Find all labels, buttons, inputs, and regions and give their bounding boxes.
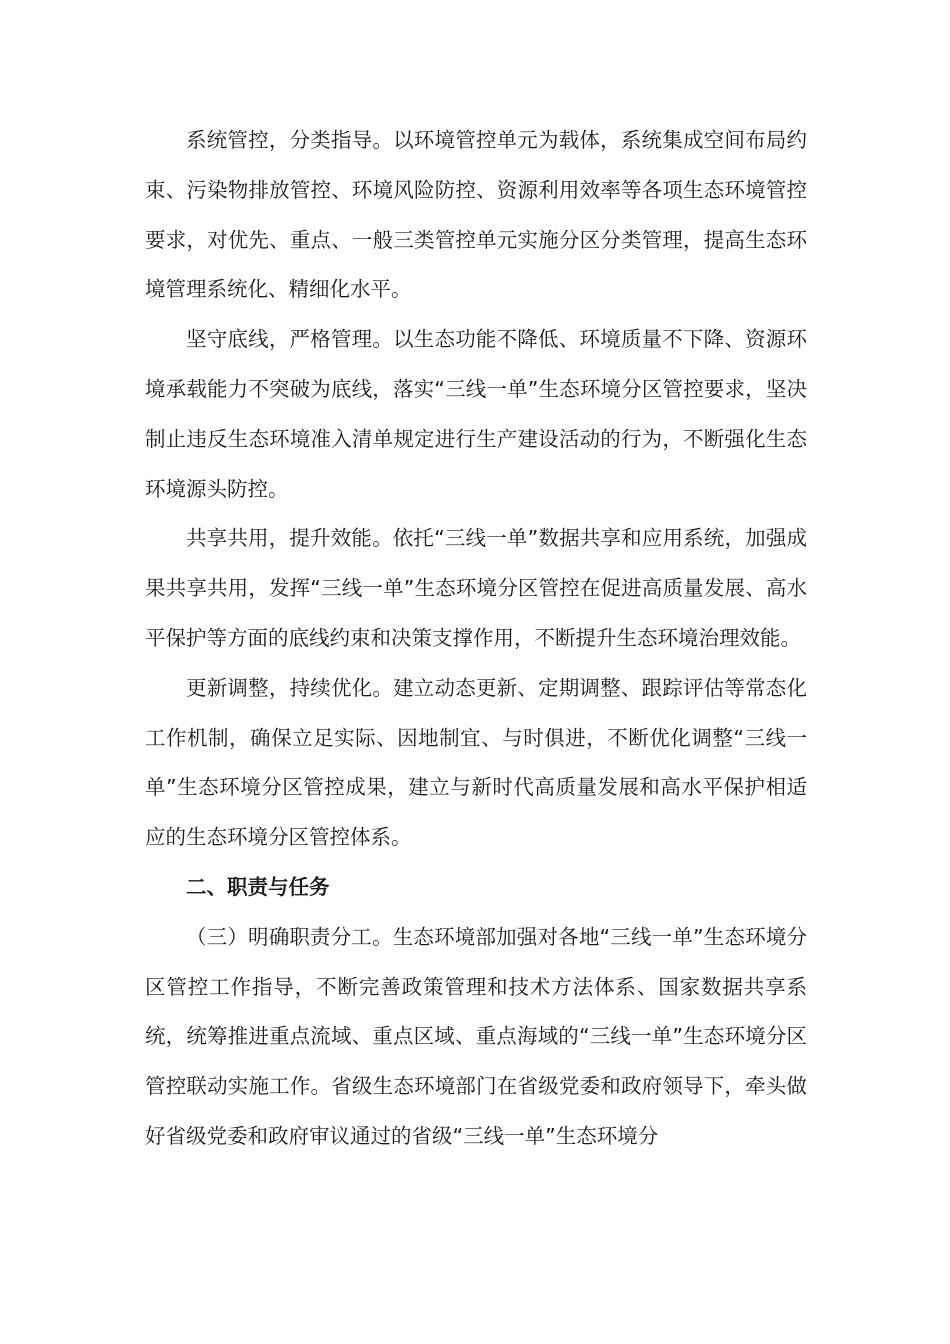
section-heading: 二、职责与任务: [186, 874, 330, 899]
paragraph-system-control: 系统管控，分类指导。以环境管控单元为载体，系统集成空间布局约束、污染物排放管控、环境风险防控、资源利用效率等各项生态环境管控要求，对优先、重点、一般三类管控单元实施分区分类管理，提高生态环境管理系统化、精细化水平。: [145, 128, 807, 302]
paragraph-responsibilities: （三）明确职责分工。生态环境部加强对各地“三线一单”生态环境分区管控工作指导，不断完善政策管理和技术方法体系、国家数据共享系统，统筹推进重点流域、重点区域、重点海域的“三线一单”生态环境分区管控联动实施工作。省级生态环境部门在省级党委和政府领导下，牵头做好省级党委和政府审议通过的省级“三线一单”生态环境分: [145, 924, 807, 1148]
paragraph-update-adjust: 更新调整，持续优化。建立动态更新、定期调整、跟踪评估等常态化工作机制，确保立足实际、因地制宜、与时俱进，不断优化调整“三线一单”生态环境分区管控成果，建立与新时代高质量发展和高水平保护相适应的生态环境分区管控体系。: [145, 675, 807, 850]
document-body: [145, 116, 807, 1162]
paragraph-bottom-line: 坚守底线，严格管理。以生态功能不降低、环境质量不下降、资源环境承载能力不突破为底线，落实“三线一单”生态环境分区管控要求，坚决制止违反生态环境准入清单规定进行生产建设活动的行为，不断强化生态环境源头防控。: [145, 327, 807, 501]
paragraph-sharing: 共享共用，提升效能。依托“三线一单”数据共享和应用系统，加强成果共享共用，发挥“三线一单”生态环境分区管控在促进高质量发展、高水平保护等方面的底线约束和决策支撑作用，不断提升生态环境治理效能。: [145, 526, 807, 650]
